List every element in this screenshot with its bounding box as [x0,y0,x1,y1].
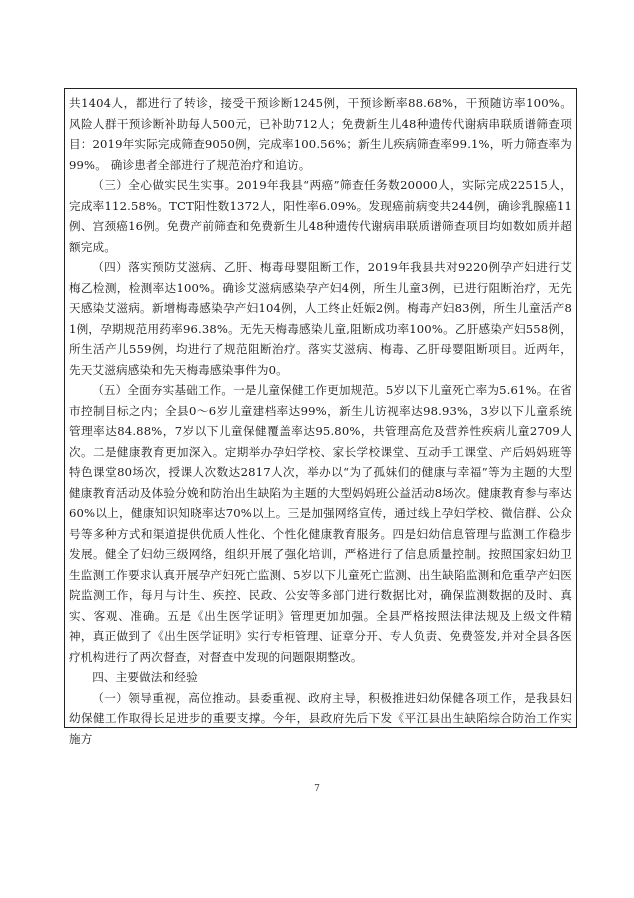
paragraph-3: （四）落实预防艾滋病、乙肝、梅毒母婴阻断工作，2019年我县共对9220例孕产妇进行艾梅乙检测，检测率达100%。确诊艾滋病感染孕产妇4例，所生儿童3例，已进行阻断治疗，无先天感染艾滋病。新增梅毒感染孕产妇104例，人工终止妊娠2例。梅毒产妇83例，所生儿童活产81例，孕期规范用药率96.38%。无先天梅毒感染儿童,阻断成功率100%。乙肝感染产妇558例，所生活产儿559例，均进行了规范阻断治疗。落实艾滋病、梅毒、乙肝母婴阻断项目。近两年，先天艾滋病感染和先天梅毒感染事件为0。 [69,260,572,377]
paragraph-5: （一）领导重视，高位推动。县委重视、政府主导，积极推进妇幼保健各项工作，是我县妇幼保健工作取得长足进步的重要支撑。今年，县政府先后下发《平江县出生缺陷综合防治工作实施方 [69,690,572,746]
page-number: 7 [314,784,320,794]
paragraph-2: （三）全心做实民生实事。2019年我县“两癌”筛查任务数20000人，实际完成22515人，完成率112.58%。TCT阳性数1372人，阳性率6.09%。发现癌前病变共244例，确诊乳腺癌11例、宫颈癌16例。免费产前筛查和免费新生儿48种遗传代谢病串联质谱筛查项目均如数如质并超额完成。 [69,178,572,254]
section-heading: 四、主要做法和经验 [92,670,198,684]
paragraph-1: 共1404人，都进行了转诊，接受干预诊断1245例，干预诊断率88.68%，干预随访率100%。风险人群干预诊断补助每人500元，已补助712人；免费新生儿48种遗传代谢病串联质谱筛查项目：2019年实际完成筛查9050例，完成率100.56%；新生儿疾病筛查率99.1%，听力筛查率为99%。 确诊患者全部进行了规范治疗和追访。 [69,96,572,172]
content-box [64,88,577,746]
text-body [69,93,572,749]
paragraph-4: （五）全面夯实基础工作。一是儿童保健工作更加规范。5岁以下儿童死亡率为5.61%。在省市控制目标之内；全县0～6岁儿童建档率达99%，新生儿访视率达98.93%，3岁以下儿童系统管理率达84.88%，7岁以下儿童保健覆盖率达95.80%，共管理高危及营养性疾病儿童2709人次。二是健康教育更加深入。定期举办孕妇学校、家长学校课堂、互动手工课堂、产后妈妈班等特色课堂80场次，授课人次数达2817人次，举办以“为了孤妹们的健康与幸福”等为主题的大型健康教育活动及体验分娩和防治出生缺陷为主题的大型妈妈班公益活动8场次。健康教育参与率达60%以上，健康知识知晓率达70%以上。三是加强网络宣传，通过线上孕妇学校、微信群、公众号等多种方式和渠道提供优质人性化、个性化健康教育服务。四是妇幼信息管理与监测工作稳步发展。健全了妇幼三级网络，组织开展了强化培训，严格进行了信息质量控制。按照国家妇幼卫生监测工作要求认真开展孕产妇死亡监测、5岁以下儿童死亡监测、出生缺陷监测和危重孕产妇医院监测工作，每月与计生、疾控、民政、公安等多部门进行数据比对，确保监测数据的及时、真实、客观、准确。五是《出生医学证明》管理更加加强。全县严格按照法律法规及上级文件精神，真正做到了《出生医学证明》实行专柜管理、证章分开、专人负责、免费签发,并对全县各医疗机构进行了两次督查，对督查中发现的问题限期整改。 [69,383,572,664]
